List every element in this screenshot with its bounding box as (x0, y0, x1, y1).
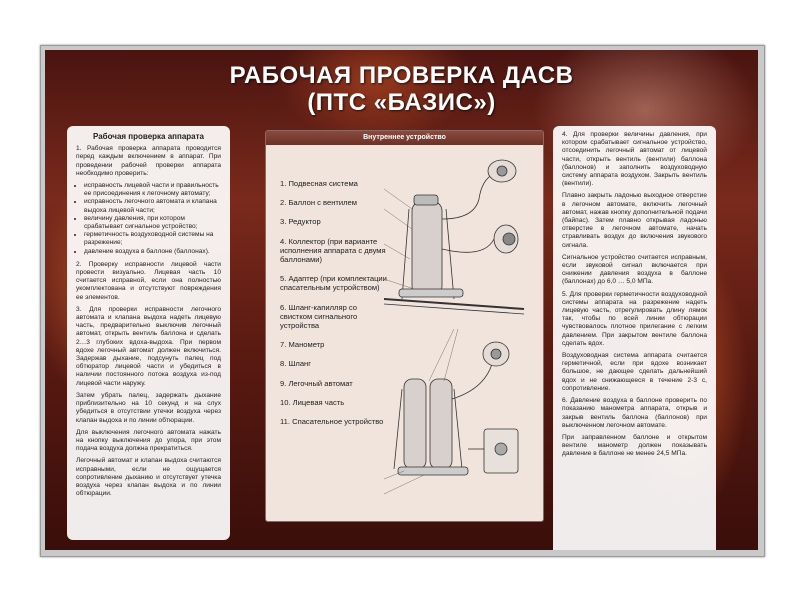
right-paragraph-7: При заправленном баллоне и открытом вентиле манометр должен показывать давление в баллоне не менее 24,5 МПа. (562, 433, 707, 458)
right-column (553, 126, 716, 550)
left-column (67, 126, 230, 540)
legend-item: 5. Адаптер (при комплектации спасательным устройством) (280, 274, 387, 293)
check-list (76, 182, 221, 256)
legend-item: 4. Коллектор (при варианте исполнения аппарата с двумя баллонами) (280, 236, 386, 265)
legend-item: 1. Подвесная система (280, 179, 358, 188)
legend-item: 11. Спасательное устройство (280, 417, 384, 427)
check-item: • величину давления, при котором срабатывает сигнальное устройство; (84, 215, 221, 231)
right-paragraph-3: Сигнальное устройство считается исправным, если звуковой сигнал включается при снижении давления воздуха в баллоне (баллонах) до 6,0 … 5,0 МПа. (562, 253, 707, 286)
title-line-1: РАБОЧАЯ ПРОВЕРКА ДАСВ (229, 62, 574, 89)
legend-item: 3. Редуктор (280, 217, 321, 227)
legend-item: 6. Шланг-капилляр со свистком сигнального устройства (280, 302, 358, 331)
right-paragraph-2: Плавно закрыть ладонью выходное отверстие в легочном автомате, включить легочный автомат, нажав кнопку дополнительной подачи (байпас). Затем плавно открывая ладонью отверстие в легочном автомате, начать стравливать воздух до включения звукового сигнала. (562, 192, 707, 249)
check-item: • исправность лицевой части и правильность ее присоединения к легочному автомату; (84, 182, 221, 198)
center-panel (265, 130, 544, 522)
title-line-2: (ПТС «БАЗИС») (307, 89, 496, 116)
left-paragraph-6: Легочный автомат и клапан выдоха считаются исправными, если не ощущается сопротивление дыханию и отсутствует утечка воздуха через клапан выдоха и по линии обтюрации. (76, 457, 221, 498)
legend-item: 2. Баллон с вентилем (280, 198, 357, 208)
legend-item: 8. Шланг (280, 359, 312, 369)
right-paragraph-6: 6. Давление воздуха в баллоне проверить по показанию манометра аппарата, открыв и закрыв вентиль баллона (баллонов) при выключенном легочном автомате. (562, 397, 707, 429)
apparatus-double-cylinder (394, 342, 518, 475)
left-paragraph-2: 2. Проверку исправности лицевой части провести визуально. Лицевая часть 10 считается исправной, если она полностью укомплектована и отсутствуют повреждения ее элементов. (76, 260, 221, 301)
right-paragraph-1: 4. Для проверки величины давления, при котором срабатывает сигнальное устройство, отсоединить легочный автомат от лицевой части, открыть вентиль (вентили) баллона (баллонов) и заполнить воздуховодную систему аппарата воздухом. Закрыть вентиль (вентили). (562, 131, 707, 188)
legend-item: 9. Легочный автомат (280, 378, 353, 388)
page-title (45, 62, 758, 116)
left-heading: Рабочая проверка аппарата (93, 132, 204, 141)
apparatus-single-cylinder (384, 160, 524, 314)
right-paragraph-4: 5. Для проверки герметичности воздуховодной системы аппарата на разрежение надеть лицевую часть, отрегулировать длину лямок так, чтобы по всей линии обтюрации чувствовалось плотное прилегание с легким давлением. При закрытом вентиле баллона сделать вдох. (562, 290, 707, 347)
check-item: • исправность легочного автомата и клапана выдоха лицевой части; (84, 198, 221, 214)
left-paragraph-5: Для выключения легочного автомата нажать на кнопку выключения до упора, при этом подача воздуха должна прекратиться. (76, 428, 221, 453)
parts-legend (280, 179, 390, 436)
legend-item: 7. Манометр (280, 340, 325, 350)
left-paragraph-1: 1. Рабочая проверка аппарата проводится перед каждым включением в аппарат. При проведении рабочей проверки аппарата необходимо проверить: (76, 145, 221, 177)
left-paragraph-4: Затем убрать палец, задержать дыхание приблизительно на 10 секунд и на слух убедиться в отсутствии утечки воздуха через клапан выдоха и по линии обтюрации. (76, 391, 221, 424)
apparatus-diagram (384, 149, 544, 519)
legend-item: 10. Лицевая часть (280, 397, 345, 407)
callout-lines-top (384, 189, 414, 289)
check-item: • давление воздуха в баллоне (баллонах). (84, 248, 221, 256)
center-heading: Внутреннее устройство (266, 131, 543, 145)
left-paragraph-3: 3. Для проверки исправности легочного автомата и клапана выдоха надеть лицевую часть, предварительно выключив легочный автомат, открыть вентиль баллона и сделать 2…3 глубоких вдоха-выдоха. При первом вдохе легочный автомат должен включиться. Задержав дыхание, подсунуть палец под обтюратор лицевой части и убедиться в наличии постоянного потока воздуха из-под лицевой части наружу. (76, 305, 221, 387)
check-item: • герметичность воздуховодной системы на разрежение; (84, 231, 221, 247)
right-paragraph-5: Воздуховодная система аппарата считается герметичной, если при вдохе возникает большое, не дающее сделать дальнейший вдох и не снижающееся в течение 2-3 с, сопротивление. (562, 352, 707, 392)
poster (45, 50, 758, 550)
